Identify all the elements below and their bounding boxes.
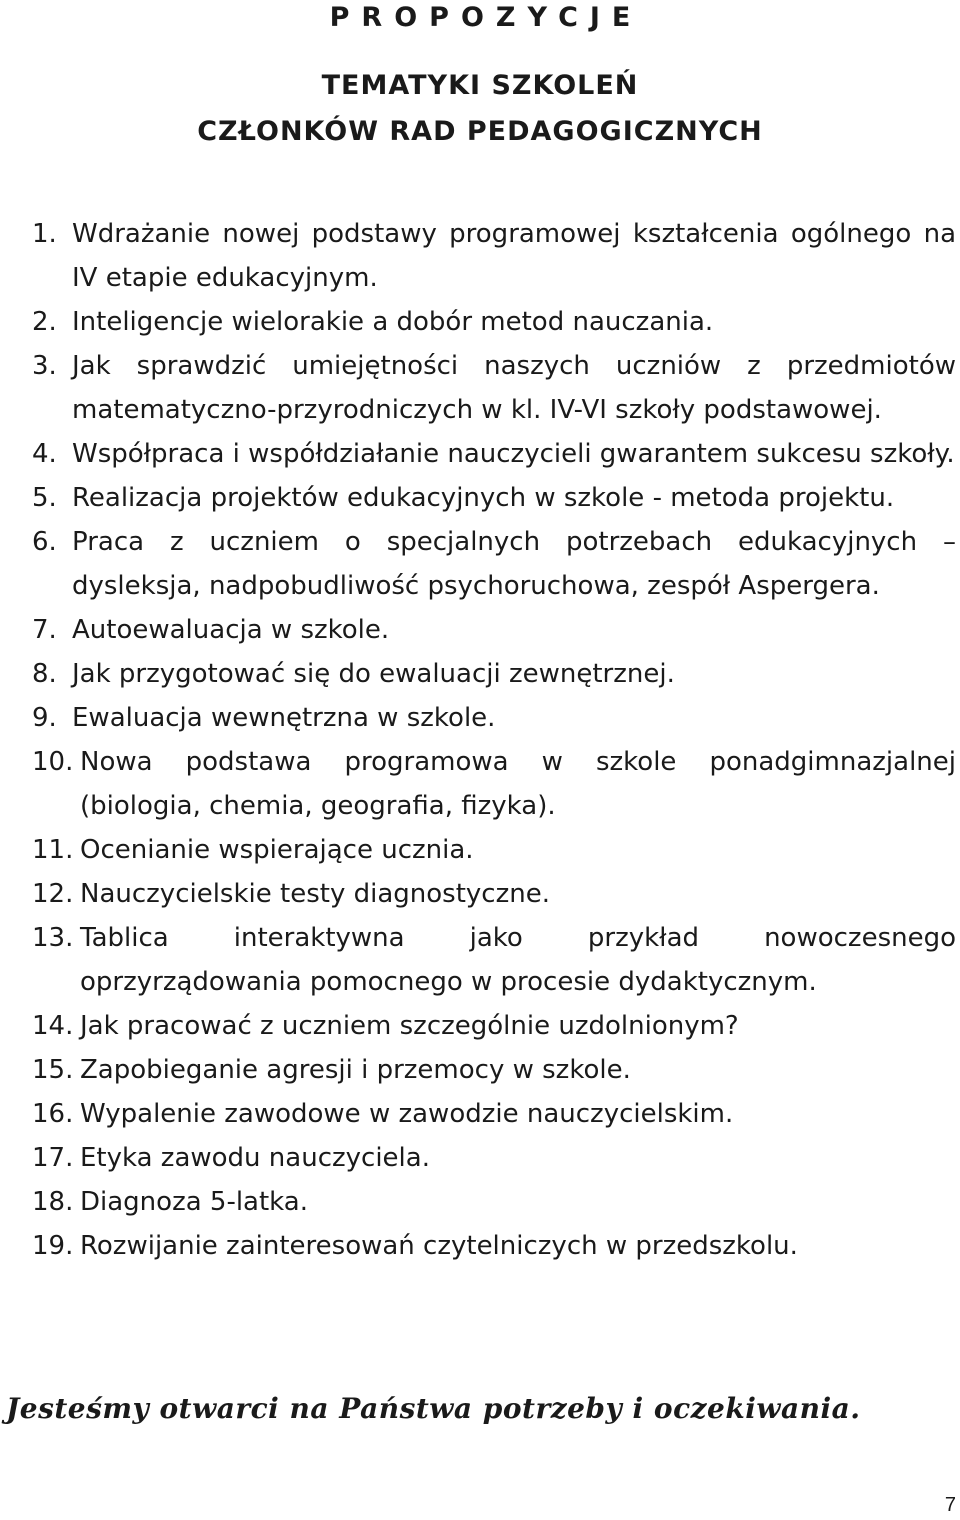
item-text: Współpraca i współdziałanie nauczycieli gwarantem sukcesu szkoły.: [72, 439, 955, 469]
item-text: Jak pracować z uczniem szczególnie uzdolnionym?: [80, 1011, 739, 1041]
list-item: [32, 1004, 956, 1048]
list-item: [32, 696, 956, 740]
item-number: 2.: [32, 307, 57, 337]
list-item: [32, 1048, 956, 1092]
closing-statement: Jesteśmy otwarci na Państwa potrzeby i oczekiwania.: [6, 1392, 861, 1425]
training-topics-list: [32, 212, 956, 1268]
item-number: 3.: [32, 351, 57, 381]
item-text: Zapobieganie agresji i przemocy w szkole.: [80, 1055, 631, 1085]
list-item: [32, 212, 956, 300]
list-item: [32, 520, 956, 608]
item-number: 11.: [32, 835, 74, 865]
list-item: [32, 300, 956, 344]
document-subtitle-line-2: CZŁONKÓW RAD PEDAGOGICZNYCH: [197, 116, 763, 147]
list-item: [32, 1136, 956, 1180]
item-text: Realizacja projektów edukacyjnych w szkole - metoda projektu.: [72, 483, 895, 513]
item-text: Nowa podstawa programowa w szkole ponadgimnazjalnej (biologia, chemia, geografia, fizyka).: [80, 747, 956, 821]
item-number: 17.: [32, 1143, 74, 1173]
list-item: [32, 652, 956, 696]
item-text: Rozwijanie zainteresowań czytelniczych w przedszkolu.: [80, 1231, 798, 1261]
item-number: 4.: [32, 439, 57, 469]
item-number: 10.: [32, 747, 74, 777]
document-subtitle-line-1: TEMATYKI SZKOLEŃ: [321, 70, 639, 101]
item-text: Nauczycielskie testy diagnostyczne.: [80, 879, 550, 909]
list-item: [32, 476, 956, 520]
item-number: 13.: [32, 923, 74, 953]
item-text: Jak sprawdzić umiejętności naszych uczniów z przedmiotów matematyczno-przyrodniczych w kl. IV-VI szkoły podstawowej.: [72, 351, 956, 425]
item-text: Tablica interaktywna jako przykład nowoczesnego oprzyrządowania pomocnego w procesie dydaktycznym.: [80, 923, 956, 997]
item-text: Jak przygotować się do ewaluacji zewnętrznej.: [72, 659, 675, 689]
list-item: [32, 740, 956, 828]
list-item: [32, 432, 956, 476]
item-text: Etyka zawodu nauczyciela.: [80, 1143, 430, 1173]
item-text: Praca z uczniem o specjalnych potrzebach edukacyjnych – dysleksja, nadpobudliwość psychoruchowa, zespół Aspergera.: [72, 527, 956, 601]
item-number: 15.: [32, 1055, 74, 1085]
list-item: [32, 1180, 956, 1224]
list-item: [32, 872, 956, 916]
document-title: PROPOZYCJE: [329, 2, 643, 33]
item-number: 6.: [32, 527, 57, 557]
item-number: 9.: [32, 703, 57, 733]
item-number: 5.: [32, 483, 57, 513]
item-text: Wdrażanie nowej podstawy programowej kształcenia ogólnego na IV etapie edukacyjnym.: [72, 219, 956, 293]
page-number: 7: [944, 1494, 956, 1516]
list-item: [32, 608, 956, 652]
list-item: [32, 1224, 956, 1268]
item-number: 12.: [32, 879, 74, 909]
item-text: Inteligencje wielorakie a dobór metod nauczania.: [72, 307, 714, 337]
item-text: Diagnoza 5-latka.: [80, 1187, 308, 1217]
list-item: [32, 828, 956, 872]
list-item: [32, 1092, 956, 1136]
item-number: 1.: [32, 219, 57, 249]
item-number: 14.: [32, 1011, 74, 1041]
list-item: [32, 344, 956, 432]
list-item: [32, 916, 956, 1004]
item-text: Autoewaluacja w szkole.: [72, 615, 390, 645]
item-text: Ocenianie wspierające ucznia.: [80, 835, 474, 865]
item-number: 7.: [32, 615, 57, 645]
item-number: 18.: [32, 1187, 74, 1217]
item-number: 16.: [32, 1099, 74, 1129]
item-text: Wypalenie zawodowe w zawodzie nauczycielskim.: [80, 1099, 734, 1129]
item-text: Ewaluacja wewnętrzna w szkole.: [72, 703, 496, 733]
item-number: 19.: [32, 1231, 74, 1261]
item-number: 8.: [32, 659, 57, 689]
